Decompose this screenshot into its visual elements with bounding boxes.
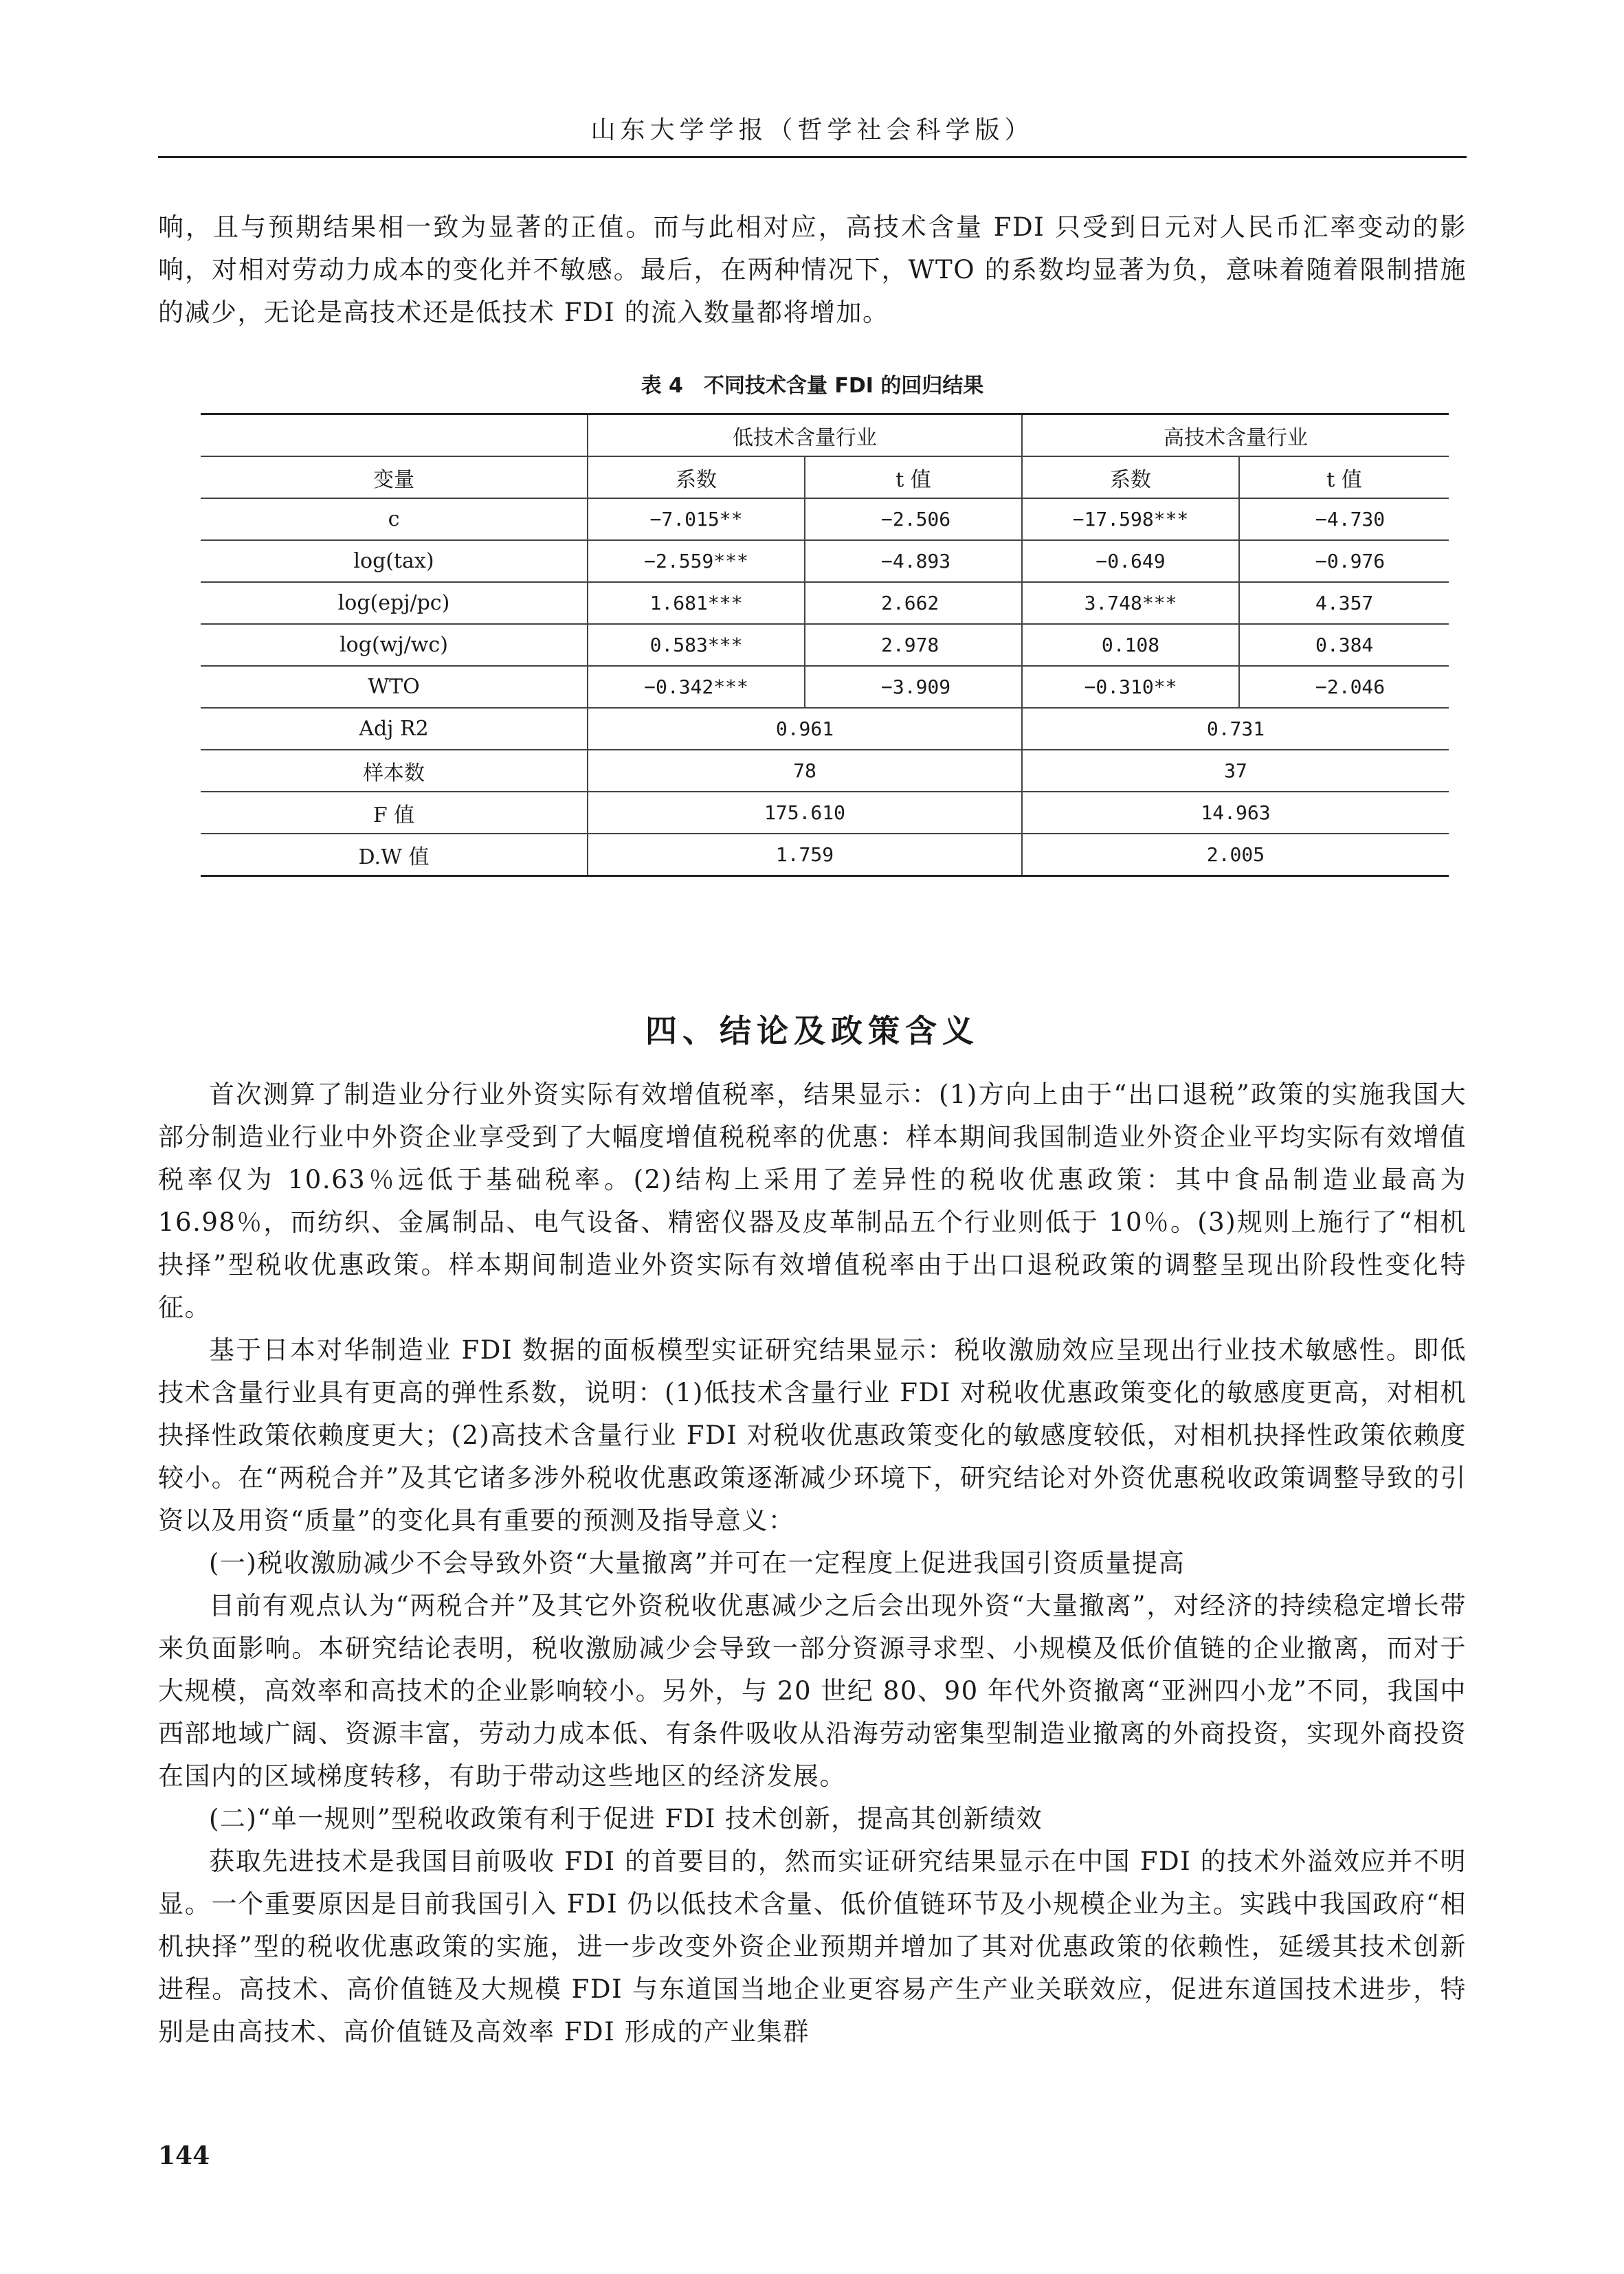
stat-label: 样本数 <box>201 750 588 792</box>
high-coef-cell: 3.748*** <box>1022 582 1239 624</box>
table-row <box>201 540 1449 582</box>
high-t-cell: −0.976 <box>1239 540 1449 582</box>
group-low-header: 低技术含量行业 <box>588 414 1022 457</box>
table-row <box>201 666 1449 708</box>
table-stat-row <box>201 750 1449 792</box>
paragraph: 获取先进技术是我国目前吸收 FDI 的首要目的，然而实证研究结果显示在中国 FDI 的技术外溢效应并不明显。一个重要原因是目前我国引入 FDI 仍以低技术含量、低价值链环节及小规模企业为主。实践中我国政府“相机抉择”型的税收优惠政策的实施，进一步改变外资企业预期并增加了其对优惠政策的依赖性，延缓其技术创新进程。高技术、高价值链及大规模 FDI 与东道国当地企业更容易产生产业关联效应，促进东道国技术进步，特别是由高技术、高价值链及高效率 FDI 形成的产业集群 <box>158 1847 1467 2047</box>
high-coef-cell: −0.310** <box>1022 666 1239 708</box>
high-t-cell: −2.046 <box>1239 666 1449 708</box>
row-variable: WTO <box>201 666 588 708</box>
high-t-cell: 0.384 <box>1239 624 1449 666</box>
subsection-heading: (二)“单一规则”型税收政策有利于促进 FDI 技术创新，提高其创新绩效 <box>209 1804 1043 1833</box>
stat-high-value: 37 <box>1022 750 1449 792</box>
stat-label: Adj R2 <box>201 708 588 750</box>
lead-paragraph-block <box>158 206 1467 334</box>
variable-header: 变量 <box>201 456 588 498</box>
row-variable: log(epj/pc) <box>201 582 588 624</box>
table-column-header-row <box>201 456 1449 498</box>
table-corner-cell <box>201 414 588 457</box>
table-stat-row <box>201 834 1449 876</box>
table-row <box>201 624 1449 666</box>
page-number: 144 <box>158 2141 210 2170</box>
table-group-header-row <box>201 414 1449 457</box>
stat-high-value: 0.731 <box>1022 708 1449 750</box>
regression-table <box>201 413 1449 877</box>
low-coef-header: 系数 <box>588 456 805 498</box>
stat-high-value: 14.963 <box>1022 792 1449 834</box>
paragraph: 目前有观点认为“两税合并”及其它外资税收优惠减少之后会出现外资“大量撤离”，对经济的持续稳定增长带来负面影响。本研究结论表明，税收激励减少会导致一部分资源寻求型、小规模及低价值链的企业撤离，而对于大规模，高效率和高技术的企业影响较小。另外，与 20 世纪 80、90 年代外资撤离“亚洲四小龙”不同，我国中西部地域广阔、资源丰富，劳动力成本低、有条件吸收从沿海劳动密集型制造业撤离的外商投资，实现外商投资在国内的区域梯度转移，有助于带动这些地区的经济发展。 <box>158 1591 1467 1791</box>
low-t-cell: 2.978 <box>805 624 1022 666</box>
subsection-heading: (一)税收激励减少不会导致外资“大量撤离”并可在一定程度上促进我国引资质量提高 <box>209 1548 1186 1578</box>
stat-low-value: 78 <box>588 750 1022 792</box>
low-t-cell: −3.909 <box>805 666 1022 708</box>
low-t-cell: −4.893 <box>805 540 1022 582</box>
row-variable: log(tax) <box>201 540 588 582</box>
row-variable: c <box>201 498 588 540</box>
table-row <box>201 582 1449 624</box>
stat-low-value: 0.961 <box>588 708 1022 750</box>
paragraph: 基于日本对华制造业 FDI 数据的面板模型实证研究结果显示：税收激励效应呈现出行业技术敏感性。即低技术含量行业具有更高的弹性系数，说明：(1)低技术含量行业 FDI 对税收优惠政策变化的敏感度更高，对相机抉择性政策依赖度更大；(2)高技术含量行业 FDI 对税收优惠政策变化的敏感度较低，对相机抉择性政策依赖度较小。在“两税合并”及其它诸多涉外税收优惠政策逐渐减少环境下，研究结论对外资优惠税收政策调整导致的引资以及用资“质量”的变化具有重要的预测及指导意义： <box>158 1335 1467 1535</box>
lead-paragraph: 响，且与预期结果相一致为显著的正值。而与此相对应，高技术含量 FDI 只受到日元对人民币汇率变动的影响，对相对劳动力成本的变化并不敏感。最后，在两种情况下，WTO 的系数均显著为负，意味着随着限制措施的减少，无论是高技术还是低技术 FDI 的流入数量都将增加。 <box>158 212 1467 327</box>
table-caption: 表 4 不同技术含量 FDI 的回归结果 <box>641 374 984 398</box>
paragraph: 首次测算了制造业分行业外资实际有效增值税率，结果显示：(1)方向上由于“出口退税”政策的实施我国大部分制造业行业中外资企业享受到了大幅度增值税税率的优惠：样本期间我国制造业外资企业平均实际有效增值税率仅为 10.63％远低于基础税率。(2)结构上采用了差异性的税收优惠政策：其中食品制造业最高为 16.98％，而纺织、金属制品、电气设备、精密仪器及皮革制品五个行业则低于 10％。(3)规则上施行了“相机抉择”型税收优惠政策。样本期间制造业外资实际有效增值税率由于出口退税政策的调整呈现出阶段性变化特征。 <box>158 1080 1467 1322</box>
stat-high-value: 2.005 <box>1022 834 1449 876</box>
stat-label: D.W 值 <box>201 834 588 876</box>
conclusions-body <box>158 1073 1467 2053</box>
high-coef-header: 系数 <box>1022 456 1239 498</box>
running-title: 山东大学学报（哲学社会科学版） <box>590 116 1034 144</box>
page-header <box>158 113 1467 158</box>
high-coef-cell: 0.108 <box>1022 624 1239 666</box>
stat-low-value: 1.759 <box>588 834 1022 876</box>
low-coef-cell: −2.559*** <box>588 540 805 582</box>
low-coef-cell: 0.583*** <box>588 624 805 666</box>
section-heading: 四、结论及政策含义 <box>645 1012 979 1050</box>
low-coef-cell: −0.342*** <box>588 666 805 708</box>
low-t-header: t 值 <box>805 456 1022 498</box>
high-t-cell: 4.357 <box>1239 582 1449 624</box>
stat-label: F 值 <box>201 792 588 834</box>
stat-low-value: 175.610 <box>588 792 1022 834</box>
low-coef-cell: 1.681*** <box>588 582 805 624</box>
table-stat-row <box>201 708 1449 750</box>
low-t-cell: −2.506 <box>805 498 1022 540</box>
high-t-header: t 值 <box>1239 456 1449 498</box>
low-t-cell: 2.662 <box>805 582 1022 624</box>
table-stat-row <box>201 792 1449 834</box>
high-t-cell: −4.730 <box>1239 498 1449 540</box>
low-coef-cell: −7.015** <box>588 498 805 540</box>
table-row <box>201 498 1449 540</box>
row-variable: log(wj/wc) <box>201 624 588 666</box>
high-coef-cell: −17.598*** <box>1022 498 1239 540</box>
high-coef-cell: −0.649 <box>1022 540 1239 582</box>
group-high-header: 高技术含量行业 <box>1022 414 1449 457</box>
